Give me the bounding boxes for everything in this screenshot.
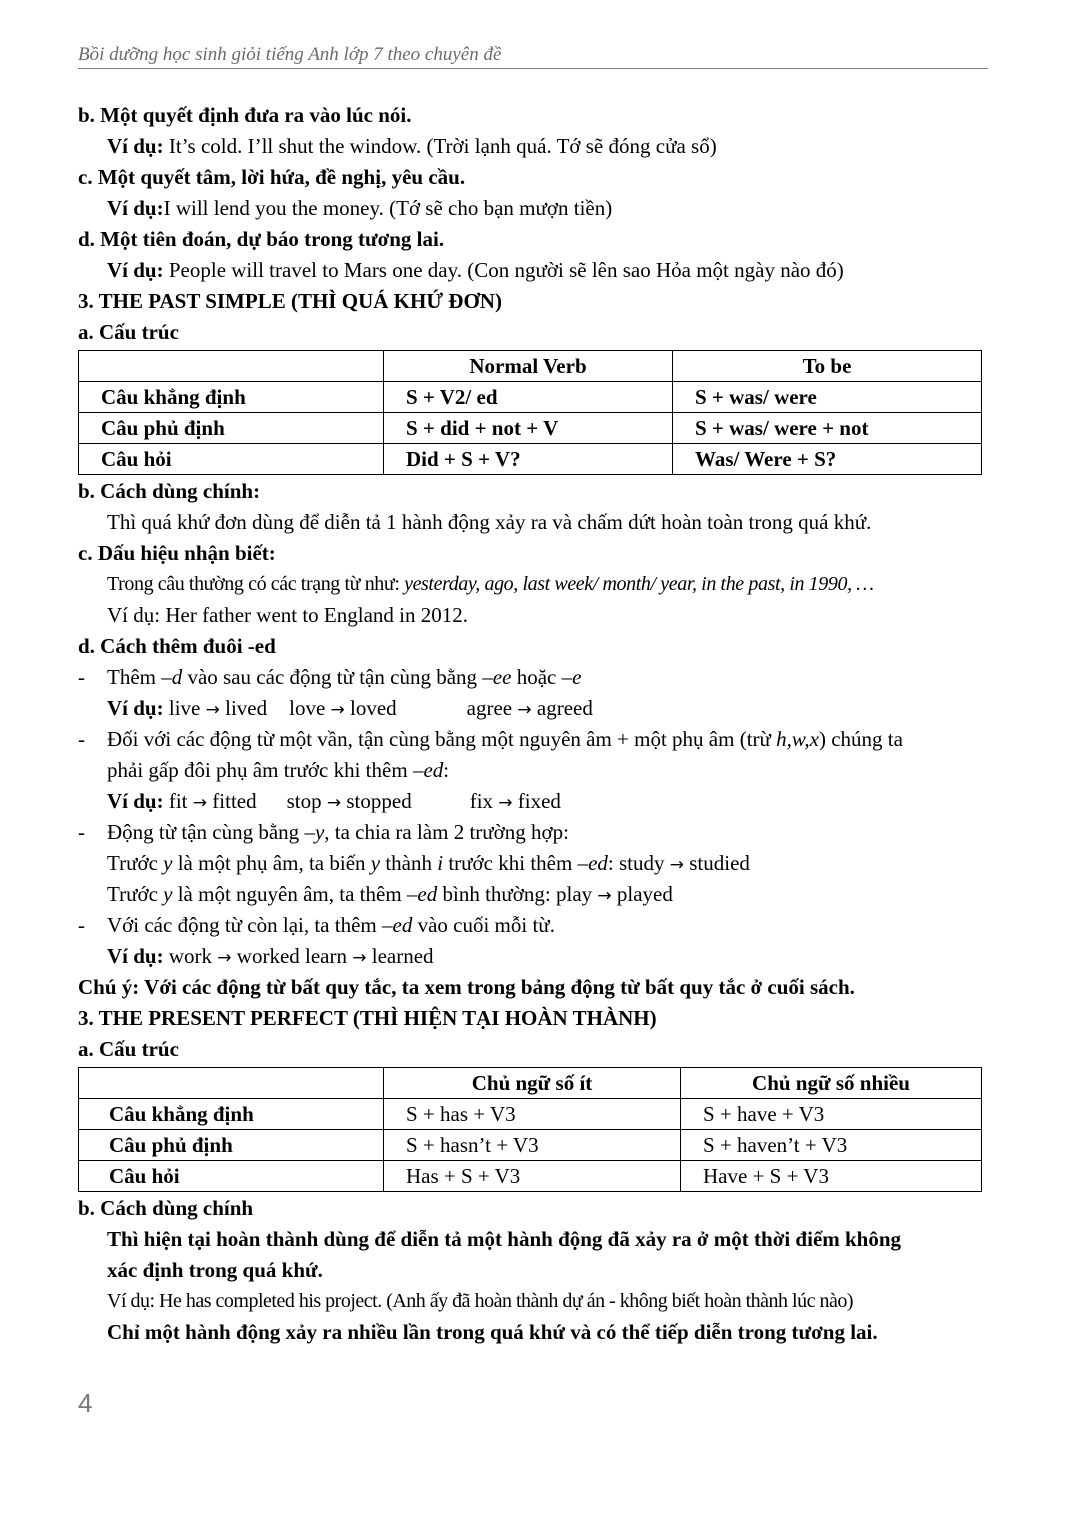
note-line <box>78 972 990 1003</box>
example-line <box>78 693 990 724</box>
letter-exceptions: h,w,x <box>776 727 819 751</box>
table-cell: Has + S + V3 <box>384 1161 681 1192</box>
example-line <box>78 255 990 286</box>
table-cell: S + V2/ ed <box>384 382 673 413</box>
rule-text: Động từ tận cùng bằng <box>107 820 305 844</box>
table-cell: Câu khẳng định <box>79 1099 384 1130</box>
usage-heading: b. Cách dùng chính: <box>78 479 261 503</box>
arrow-right-icon: → <box>330 700 345 720</box>
letter-term: y <box>163 851 173 875</box>
rule-text: ) chúng ta <box>818 727 903 751</box>
table-cell: Câu phủ định <box>79 1130 384 1161</box>
rule-text: thành <box>380 851 438 875</box>
page-number: 4 <box>78 1388 93 1418</box>
rule-text: Đối với các động từ một vần, tận cùng bằng một nguyên âm + một phụ âm (trừ <box>107 727 777 751</box>
rule-text: Trước <box>107 882 164 906</box>
signs-heading: c. Dấu hiệu nhận biết: <box>78 541 276 565</box>
verb-base: love <box>289 696 326 720</box>
example-text: People will travel to Mars one day. (Con người sẽ lên sao Hỏa một ngày nào đó) <box>163 258 844 282</box>
example-line <box>78 786 990 817</box>
section-title-present-perfect: 3. THE PRESENT PERFECT (THÌ HIỆN TẠI HOÀN THÀNH) <box>78 1006 657 1030</box>
table-header-cell <box>79 1068 384 1099</box>
suffix-term: –ed <box>406 882 438 906</box>
example-text: It’s cold. I’ll shut the window. (Trời lạnh quá. Tớ sẽ đóng cửa sổ) <box>163 134 717 158</box>
suffix-term: –d <box>161 665 183 689</box>
arrow-right-icon: → <box>192 793 208 813</box>
table-row <box>79 382 982 413</box>
verb-past: lived <box>225 696 268 720</box>
example-line <box>78 941 990 972</box>
table-cell: S + did + not + V <box>384 413 673 444</box>
arrow-right-icon: → <box>669 855 684 875</box>
rule-text: Trước <box>107 851 164 875</box>
rule-text: trước khi thêm <box>443 851 578 875</box>
arrow-right-icon: → <box>352 948 367 968</box>
structure-heading: a. Cấu trúc <box>78 1037 179 1061</box>
section-heading: c. Một quyết tâm, lời hứa, đề nghị, yêu cầu. <box>78 165 466 189</box>
table-cell: Was/ Were + S? <box>673 444 982 475</box>
usage-text: Thì hiện tại hoàn thành dùng để diễn tả một hành động đã xảy ra ở một thời điểm không <box>107 1227 902 1251</box>
signs-line <box>78 569 990 600</box>
rule-text: là một phụ âm, ta biến <box>172 851 371 875</box>
table-cell: S + was/ were <box>673 382 982 413</box>
verb-past: fitted <box>212 789 257 813</box>
table-header-row <box>79 351 982 382</box>
signs-text: Trong câu thường có các trạng từ như: <box>107 573 400 595</box>
table-cell: S + was/ were + not <box>673 413 982 444</box>
table-header-cell: To be <box>673 351 982 382</box>
arrow-right-icon: → <box>597 886 612 906</box>
verb-base: live <box>168 696 201 720</box>
ed-heading: d. Cách thêm đuôi -ed <box>78 634 276 658</box>
structure-heading: a. Cấu trúc <box>78 320 179 344</box>
rule-text: Thêm <box>107 665 162 689</box>
signs-words: yesterday, ago, last week/ month/ year, in the past, in 1990, … <box>399 573 874 595</box>
arrow-right-icon: → <box>517 700 532 720</box>
verb-text: worked learn <box>231 944 353 968</box>
verb-past: fixed <box>517 789 561 813</box>
example-label: Ví dụ: <box>107 944 164 968</box>
rule-item <box>78 662 990 693</box>
example-label: Ví dụ: <box>107 134 164 158</box>
example-label: Ví dụ: <box>107 696 164 720</box>
example-line: Ví dụ: Her father went to England in 2012. <box>107 603 468 627</box>
table-cell: Câu hỏi <box>79 444 384 475</box>
running-header-title: Bồi dưỡng học sinh giỏi tiếng Anh lớp 7 theo chuyên đề <box>78 44 502 65</box>
table-cell: Câu phủ định <box>79 413 384 444</box>
verb-base: stop <box>286 789 322 813</box>
section-heading: b. Một quyết định đưa ra vào lúc nói. <box>78 103 412 127</box>
example-line <box>78 131 990 162</box>
rule-text: là một nguyên âm, ta thêm <box>172 882 407 906</box>
note-label: Chú ý: <box>78 975 140 999</box>
example-label: Ví dụ: <box>107 789 164 813</box>
rule-text: Với các động từ còn lại, ta thêm <box>107 913 382 937</box>
rule-item <box>78 817 990 848</box>
past-simple-table <box>78 350 982 475</box>
arrow-right-icon: → <box>498 793 513 813</box>
letter-term: y <box>370 851 381 875</box>
verb-past: played <box>611 882 673 906</box>
table-header-cell: Chủ ngữ số nhiều <box>681 1068 982 1099</box>
verb-past: learned <box>366 944 434 968</box>
rule-text: : <box>443 758 450 782</box>
table-row <box>79 444 982 475</box>
rule-text: phải gấp đôi phụ âm trước khi thêm <box>107 758 413 782</box>
verb-base: work <box>163 944 218 968</box>
bullet-dash: - <box>78 820 85 844</box>
table-header-cell: Chủ ngữ số ít <box>384 1068 681 1099</box>
letter-term: i <box>437 851 444 875</box>
suffix-term: –e <box>561 665 582 689</box>
example-line <box>78 193 990 224</box>
suffix-term: –ed <box>382 913 413 937</box>
table-cell: S + has + V3 <box>384 1099 681 1130</box>
suffix-term: –ed <box>577 851 608 875</box>
bullet-dash: - <box>78 913 85 937</box>
verb-base: fit <box>168 789 188 813</box>
table-header-cell <box>79 351 384 382</box>
usage-text: xác định trong quá khứ. <box>107 1258 323 1282</box>
example-text: I will lend you the money. (Tớ sẽ cho bạn mượn tiền) <box>163 196 613 220</box>
verb-past: agreed <box>536 696 593 720</box>
rule-case <box>78 879 990 910</box>
rule-text: hoặc <box>511 665 562 689</box>
table-cell: S + hasn’t + V3 <box>384 1130 681 1161</box>
rule-item <box>78 910 990 941</box>
table-header-cell: Normal Verb <box>384 351 673 382</box>
table-cell: Câu khẳng định <box>79 382 384 413</box>
rule-text: vào sau các động từ tận cùng bằng <box>182 665 483 689</box>
rule-item <box>78 724 990 755</box>
suffix-term: –y <box>304 820 325 844</box>
table-header-row <box>79 1068 982 1099</box>
table-row <box>79 413 982 444</box>
section-title-past-simple: 3. THE PAST SIMPLE (THÌ QUÁ KHỨ ĐƠN) <box>78 289 502 313</box>
arrow-right-icon: → <box>217 948 232 968</box>
rule-text: vào cuối mỗi từ. <box>412 913 555 937</box>
present-perfect-table <box>78 1067 982 1192</box>
table-cell: Câu hỏi <box>79 1161 384 1192</box>
verb-base: fix <box>469 789 494 813</box>
arrow-right-icon: → <box>205 700 220 720</box>
table-row <box>79 1099 982 1130</box>
note-text: Với các động từ bất quy tắc, ta xem trong bảng động từ bất quy tắc ở cuối sách. <box>139 975 855 999</box>
table-row <box>79 1130 982 1161</box>
rule-text: , ta chia ra làm 2 trường hợp: <box>324 820 569 844</box>
verb-base: agree <box>466 696 513 720</box>
table-cell: Have + S + V3 <box>681 1161 982 1192</box>
page-content <box>78 100 990 1348</box>
usage-text: Chỉ một hành động xảy ra nhiều lần trong quá khứ và có thể tiếp diễn trong tương lai. <box>107 1320 878 1344</box>
header-divider <box>78 68 988 69</box>
verb-past: studied <box>683 851 750 875</box>
table-row <box>79 1161 982 1192</box>
usage-text: Thì quá khứ đơn dùng để diễn tả 1 hành động xảy ra và chấm dứt hoàn toàn trong quá khứ. <box>107 510 872 534</box>
table-cell: Did + S + V? <box>384 444 673 475</box>
section-heading: d. Một tiên đoán, dự báo trong tương lai. <box>78 227 445 251</box>
rule-text: bình thường: play <box>437 882 598 906</box>
verb-past: loved <box>350 696 397 720</box>
rule-text: : study <box>607 851 670 875</box>
bullet-dash: - <box>78 665 85 689</box>
rule-continuation <box>78 755 990 786</box>
example-label: Ví dụ: <box>107 258 164 282</box>
rule-case <box>78 848 990 879</box>
arrow-right-icon: → <box>326 793 342 813</box>
usage-heading: b. Cách dùng chính <box>78 1196 254 1220</box>
table-cell: S + haven’t + V3 <box>681 1130 982 1161</box>
verb-past: stopped <box>346 789 412 813</box>
example-line: Ví dụ: He has completed his project. (Anh ấy đã hoàn thành dự án - không biết hoàn thành lúc nào) <box>107 1290 854 1312</box>
suffix-term: –ee <box>482 665 512 689</box>
bullet-dash: - <box>78 727 85 751</box>
example-label: Ví dụ: <box>107 196 164 220</box>
letter-term: y <box>163 882 173 906</box>
suffix-term: –ed <box>412 758 444 782</box>
table-cell: S + have + V3 <box>681 1099 982 1130</box>
